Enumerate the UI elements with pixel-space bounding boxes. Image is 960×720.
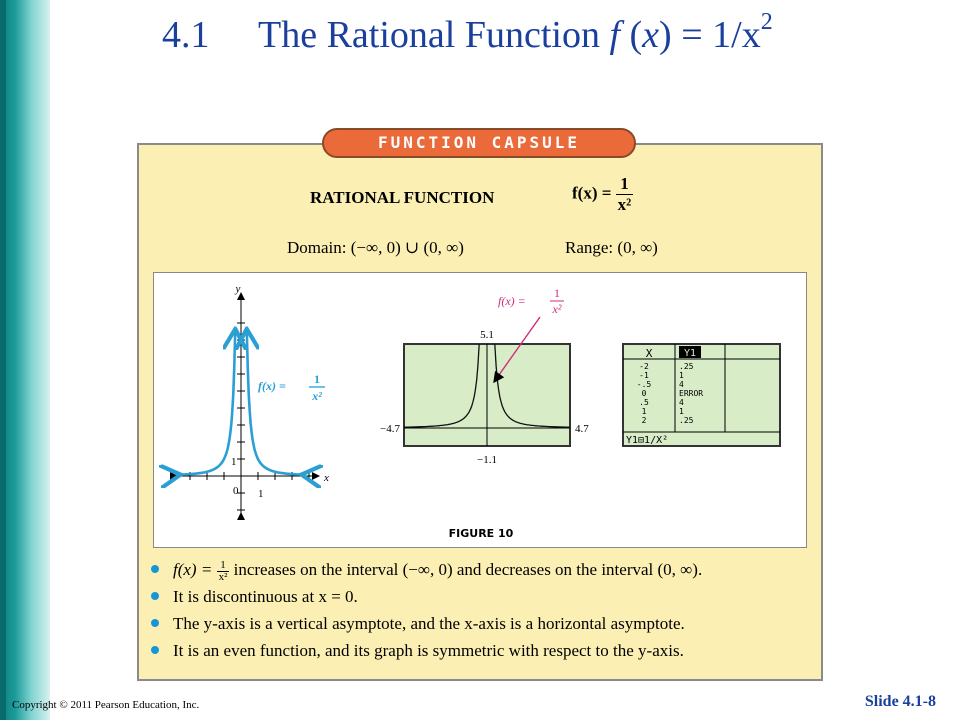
table-header-y1: Y1 (683, 348, 697, 359)
domain-label: Domain: (287, 238, 347, 257)
table-x-cell: 1 (641, 407, 647, 416)
formula-numerator: 1 (616, 174, 634, 195)
table-x-cell: .5 (639, 398, 649, 407)
graph-curve-left (178, 332, 235, 475)
range-value: (0, ∞) (617, 238, 658, 257)
slide-number: Slide 4.1-8 (864, 693, 936, 710)
table-y-cell: 1 (679, 371, 684, 380)
title-x: x (642, 14, 660, 56)
property-list (150, 558, 810, 666)
table-x-cell: 2 (641, 416, 647, 425)
graph-x-label: x (324, 472, 329, 484)
function-formula (572, 174, 633, 215)
calc-ymax: 5.1 (480, 329, 494, 341)
range-line (565, 238, 658, 258)
figure-panel (153, 272, 807, 548)
graph-label-denominator: x² (312, 389, 322, 403)
calc-label-denominator: x² (552, 302, 562, 316)
bullet-1-text: increases on the interval (−∞, 0) and decreases on the interval (0, ∞). (229, 560, 703, 579)
calc-xmax: 4.7 (575, 423, 589, 435)
function-name: RATIONAL FUNCTION (310, 188, 495, 207)
title-text: The Rational Function (258, 14, 610, 56)
table-x-cell: -2 (639, 362, 649, 371)
copyright-text: Copyright © 2011 Pearson Education, Inc. (12, 699, 200, 711)
table-y-cell: .25 (679, 416, 694, 425)
title-rhs: 1/x (712, 14, 761, 56)
table-x-cell: -.5 (636, 380, 652, 389)
list-item (150, 558, 810, 585)
table-y-cell: 4 (679, 398, 684, 407)
graph-curve-label: f(x) = (258, 379, 286, 393)
bullet-2-text: It is discontinuous at x = 0. (173, 587, 358, 606)
calc-label-numerator: 1 (554, 286, 560, 300)
bullet-icon (151, 565, 159, 573)
bullet-1-fraction (217, 560, 230, 583)
graph-y-tick-label: 1 (231, 456, 237, 468)
graph-x-tick-label: 1 (258, 488, 264, 500)
calc-xmin: −4.7 (380, 423, 400, 435)
bullet-icon (151, 646, 159, 654)
table-y-cell: 4 (679, 380, 684, 389)
bullet-icon (151, 592, 159, 600)
table-y-cell: .25 (679, 362, 694, 371)
graph-label-numerator: 1 (314, 372, 320, 386)
domain-value: (−∞, 0) ∪ (0, ∞) (350, 238, 464, 257)
list-item (150, 639, 810, 666)
slide-title: 4.1 The Rational Function f $(x) = 1/x^2$ (162, 9, 773, 56)
table-x-cell: -1 (639, 371, 649, 380)
section-number: 4.1 (162, 14, 210, 56)
formula-denominator: x² (617, 195, 632, 214)
table-y-cell: 1 (679, 407, 684, 416)
list-item (150, 612, 810, 639)
list-item (150, 585, 810, 612)
bullet-icon (151, 619, 159, 627)
bullet-4-text: It is an even function, and its graph is symmetric with respect to the y-axis. (173, 641, 684, 660)
side-decoration-edge (0, 0, 6, 720)
formula-lhs: f(x) = (572, 183, 612, 203)
table-y-cell: ERROR (679, 389, 704, 398)
calc-curve-label: f(x) = (498, 294, 526, 308)
table-x-cell: 0 (641, 389, 647, 398)
figure-svg (154, 273, 808, 549)
side-decoration-bar (0, 0, 50, 720)
graph-y-label: y (235, 283, 241, 295)
bullet-1-lhs: f(x) = (173, 560, 213, 579)
graph-curve-right (247, 332, 304, 475)
bullet-3-text: The y-axis is a vertical asymptote, and the x-axis is a horizontal asymptote. (173, 614, 685, 633)
function-capsule-tab: FUNCTION CAPSULE (322, 128, 636, 158)
bullet-1-denominator: x² (218, 570, 228, 583)
range-label: Range: (565, 238, 614, 257)
graph-origin-label: 0 (233, 485, 239, 497)
calc-ymin: −1.1 (477, 454, 497, 466)
table-header-x: X (645, 347, 653, 360)
figure-caption: FIGURE 10 (448, 527, 514, 540)
domain-line (287, 238, 464, 258)
table-footer: Y1⊟1/X² (626, 435, 669, 446)
formula-fraction (616, 174, 634, 215)
bullet-1-numerator: 1 (217, 560, 230, 572)
title-exponent: 2 (760, 9, 773, 35)
title-f: f (609, 14, 621, 56)
